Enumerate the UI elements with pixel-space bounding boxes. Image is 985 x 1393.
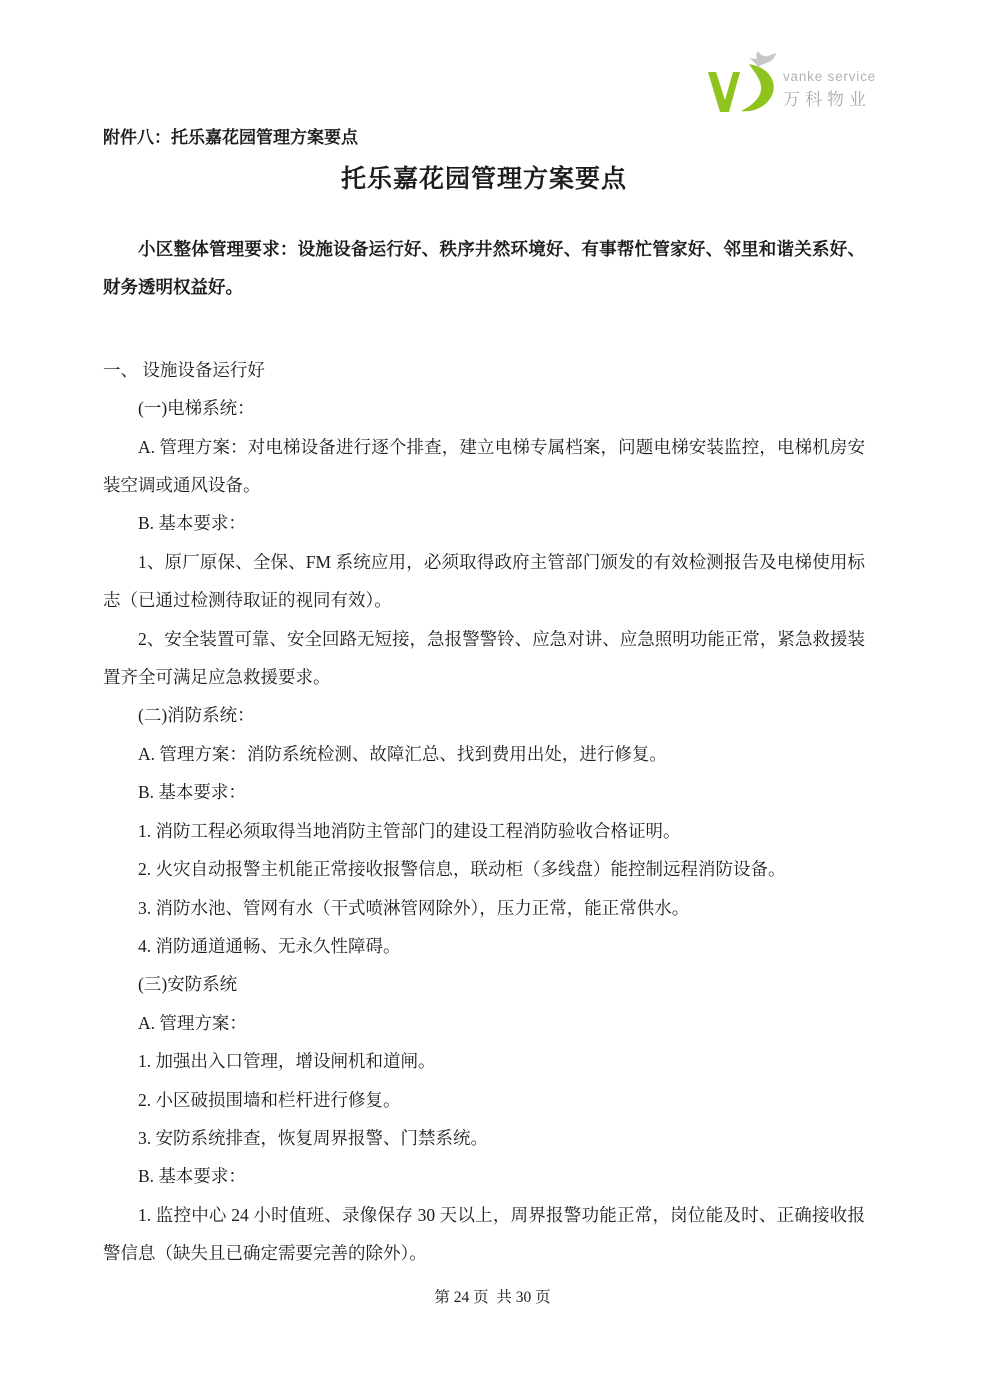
subsection-security: (三)安防系统 [138,974,238,995]
paragraph-fire-requirements: B. 基本要求： [138,782,246,803]
paragraph-fire-plan: A. 管理方案：消防系统检测、故障汇总、找到费用出处，进行修复。 [138,743,667,764]
page-title: 托乐嘉花园管理方案要点 [340,165,627,193]
logo-v-shape [708,72,740,112]
paragraph-elevator-requirements: B. 基本要求： [138,513,246,534]
paragraph-fire-req-4: 4. 消防通道通畅、无永久性障碍。 [138,935,401,956]
subsection-fire: (二)消防系统： [138,705,255,726]
logo-s-shape [741,64,774,111]
section-heading-1: 一、 设施设备运行好 [103,359,265,380]
paragraph-fire-req-2: 2. 火灾自动报警主机能正常接收报警信息，联动柜（多线盘）能控制远程消防设备。 [138,859,786,880]
paragraph-security-plan-1: 1. 加强出入口管理，增设闸机和道闸。 [138,1051,436,1072]
attachment-heading: 附件八：托乐嘉花园管理方案要点 [103,128,358,147]
paragraph-fire-req-1: 1. 消防工程必须取得当地消防主管部门的建设工程消防验收合格证明。 [138,820,681,841]
paragraph-security-requirements: B. 基本要求： [138,1166,246,1187]
logo-text [783,70,876,108]
paragraph-elevator-plan: A. 管理方案：对电梯设备进行逐个排查，建立电梯专属档案，问题电梯安装监控，电梯机房安装空调或通风设备。 [103,436,865,496]
subsection-elevator: (一)电梯系统： [138,398,255,419]
paragraph-elevator-req-1: 1、原厂原保、全保、FM 系统应用，必须取得政府主管部门颁发的有效检测报告及电梯使用标志（已通过检测待取证的视同有效）。 [103,551,865,611]
paragraph-security-plan-2: 2. 小区破损围墙和栏杆进行修复。 [138,1089,401,1110]
paragraph-security-plan-3: 3. 安防系统排查，恢复周界报警、门禁系统。 [138,1127,488,1148]
paragraph-elevator-req-2: 2、安全装置可靠、安全回路无短接，急报警警铃、应急对讲、应急照明功能正常，紧急救援装置齐全可满足应急救援要求。 [103,628,865,688]
page-number-footer: 第 24 页 共 30 页 [434,1289,551,1306]
dove-icon [749,51,776,67]
logo-text-en: vanke service [783,69,876,84]
paragraph-security-plan: A. 管理方案： [138,1012,247,1033]
intro-paragraph: 小区整体管理要求：设施设备运行好、秩序井然环境好、有事帮忙管家好、邻里和谐关系好、财务透明权益好。 [103,239,865,298]
logo-text-zh: 万科物业 [783,89,871,109]
vanke-service-logo [706,50,886,120]
paragraph-security-req-1: 1. 监控中心 24 小时值班、录像保存 30 天以上，周界报警功能正常，岗位能及时、正确接收报警信息（缺失且已确定需要完善的除外）。 [103,1204,865,1264]
paragraph-fire-req-3: 3. 消防水池、管网有水（干式喷淋管网除外），压力正常，能正常供水。 [138,897,690,918]
document-content [103,126,865,1273]
